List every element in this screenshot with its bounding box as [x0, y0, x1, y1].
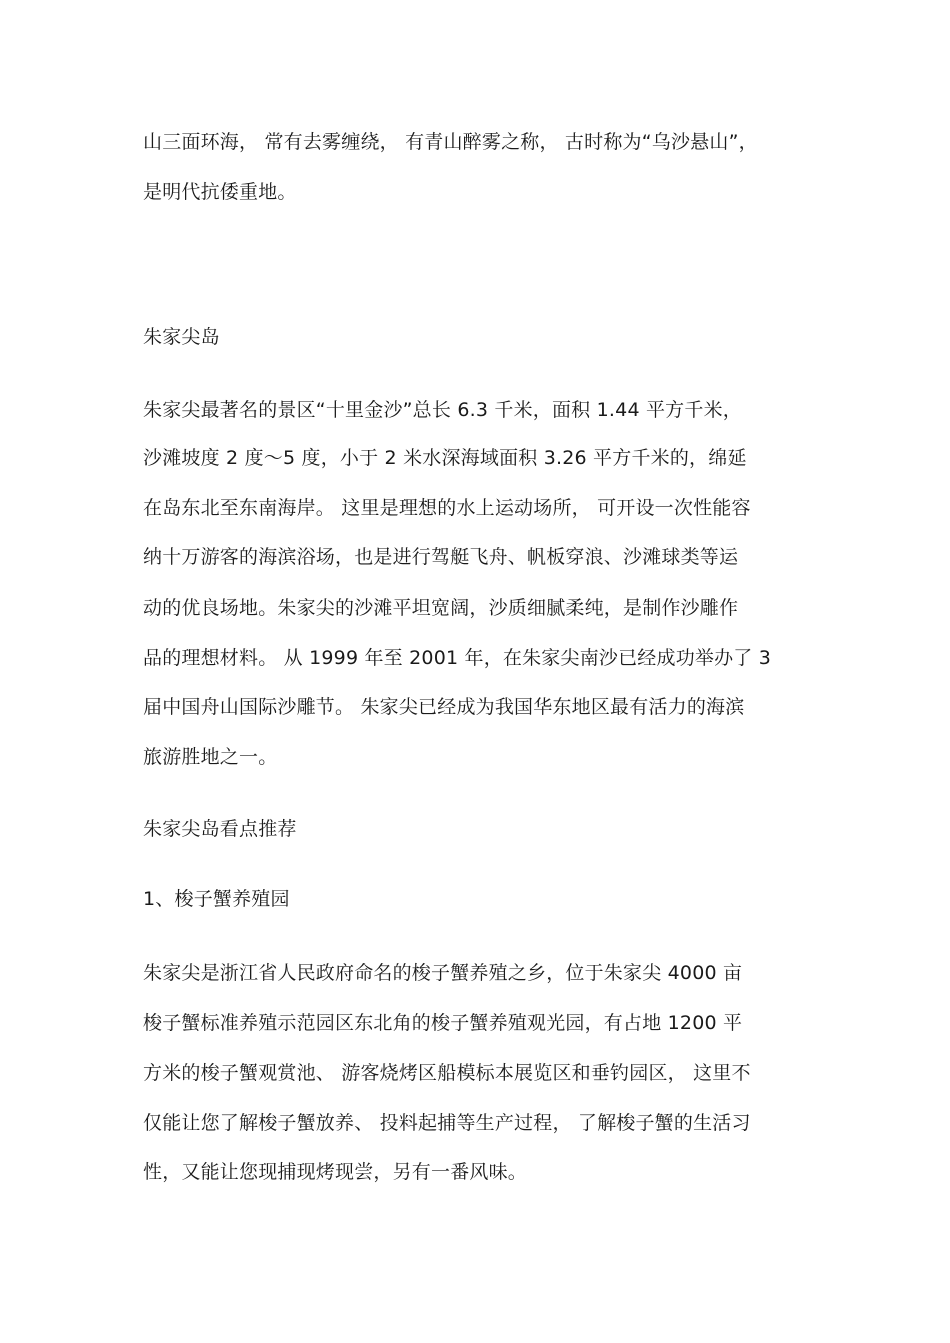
paragraph-line: 在岛东北至东南海岸。 这里是理想的水上运动场所， 可开设一次性能容 [143, 497, 751, 519]
intro-line-2: 是明代抗倭重地。 [143, 181, 297, 203]
paragraph-line: 梭子蟹标准养殖示范园区东北角的梭子蟹养殖观光园，有占地 1200 平 [143, 1012, 743, 1034]
paragraph-line: 性，又能让您现捕现烤现尝，另有一番风味。 [143, 1161, 528, 1183]
paragraph-line: 届中国舟山国际沙雕节。 朱家尖已经成为我国华东地区最有活力的海滨 [143, 696, 745, 718]
paragraph-line: 方米的梭子蟹观赏池、 游客烧烤区船模标本展览区和垂钓园区， 这里不 [143, 1062, 751, 1084]
paragraph-line: 朱家尖最著名的景区“十里金沙”总长 6.3 千米，面积 1.44 平方千米， [143, 399, 742, 421]
paragraph-line: 沙滩坡度 2 度～5 度，小于 2 米水深海域面积 3.26 平方千米的，绵延 [143, 447, 747, 469]
paragraph-line: 品的理想材料。 从 1999 年至 2001 年，在朱家尖南沙已经成功举办了 3 [143, 647, 772, 669]
section-heading-highlights: 朱家尖岛看点推荐 [143, 818, 297, 840]
intro-line-1: 山三面环海， 常有去雾缠绕， 有青山醉雾之称， 古时称为“乌沙悬山”， [143, 131, 758, 153]
section-heading-zhujiajian: 朱家尖岛 [143, 326, 220, 348]
subheading-crab-farm: 1、梭子蟹养殖园 [143, 888, 290, 910]
paragraph-line: 旅游胜地之一。 [143, 746, 278, 768]
paragraph-line: 朱家尖是浙江省人民政府命名的梭子蟹养殖之乡，位于朱家尖 4000 亩 [143, 962, 743, 984]
paragraph-line: 纳十万游客的海滨浴场，也是进行驾艇飞舟、帆板穿浪、沙滩球类等运 [143, 546, 739, 568]
paragraph-line: 仅能让您了解梭子蟹放养、 投料起捕等生产过程， 了解梭子蟹的生活习 [143, 1112, 751, 1134]
paragraph-line: 动的优良场地。朱家尖的沙滩平坦宽阔，沙质细腻柔纯，是制作沙雕作 [143, 597, 739, 619]
